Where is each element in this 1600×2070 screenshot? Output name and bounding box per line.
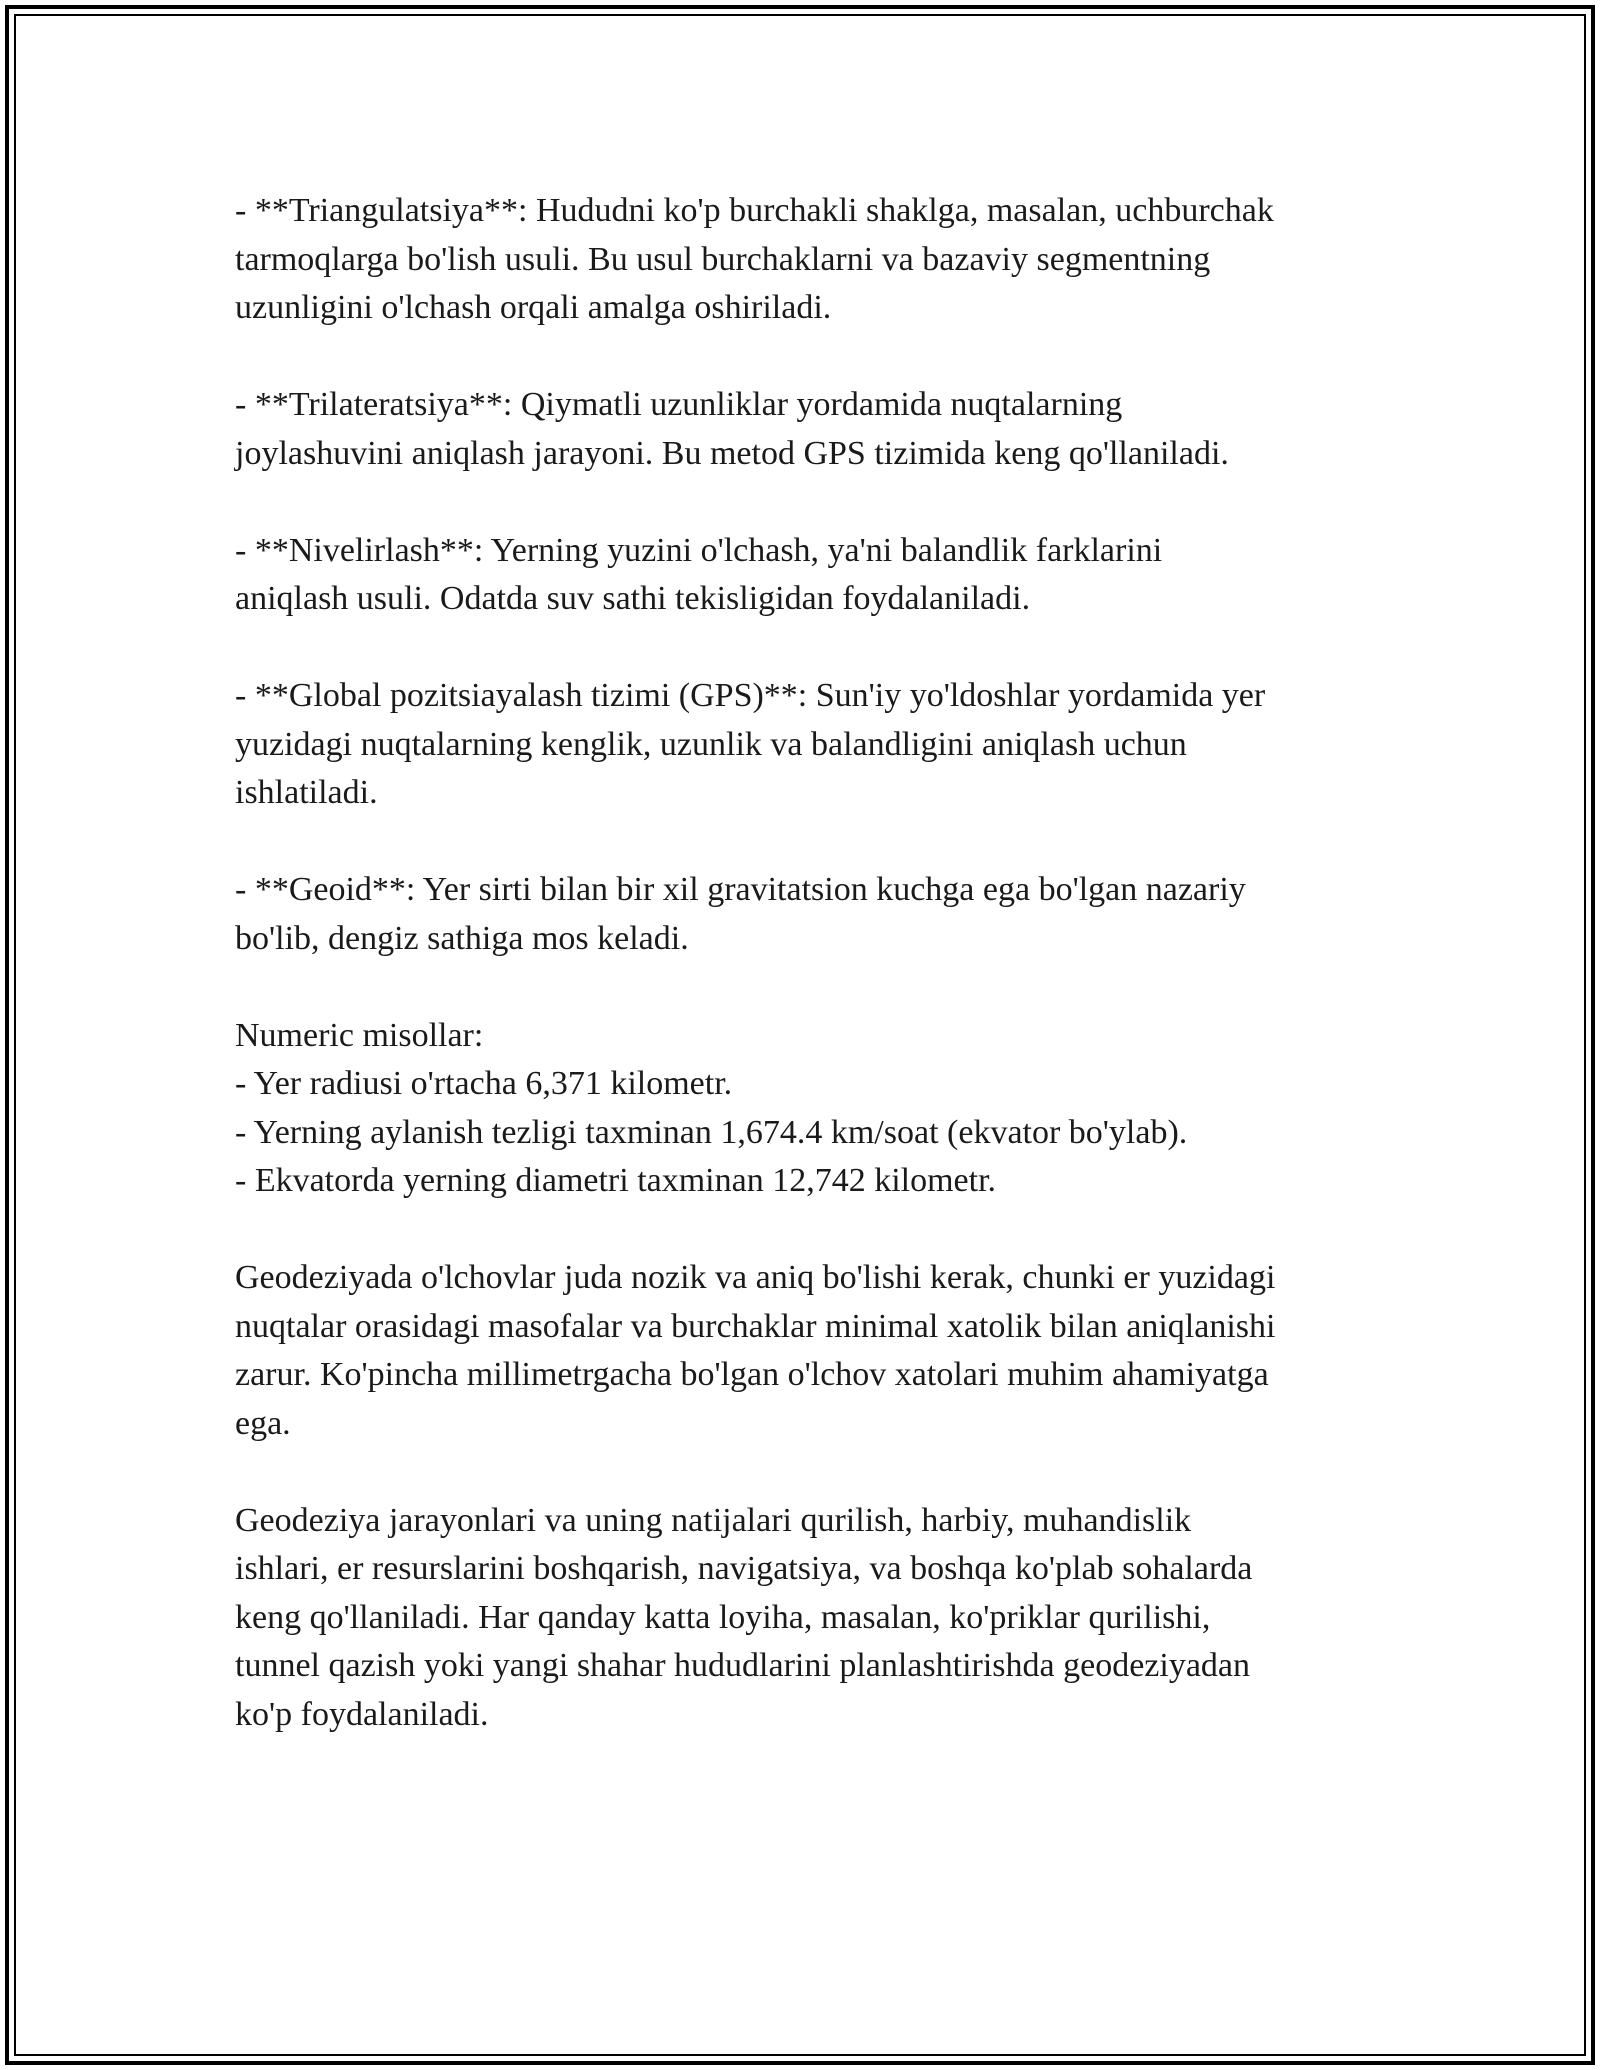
text-line: bo'lib, dengiz sathiga mos keladi. — [235, 919, 689, 957]
text-line: tarmoqlarga bo'lish usuli. Bu usul burchaklarni va bazaviy segmentning — [235, 240, 1211, 278]
text-line: aniqlash usuli. Odatda suv sathi tekisligidan foydalaniladi. — [235, 580, 1031, 617]
text-line: - **Triangulatsiya**: Hududni ko'p burchakli shaklga, masalan, uchburchak — [235, 192, 1274, 229]
paragraph-applications — [235, 1497, 1365, 1740]
text-line: joylashuvini aniqlash jarayoni. Bu metod GPS tizimida keng qo'llaniladi. — [235, 434, 1229, 472]
text-line: nuqtalar orasidagi masofalar va burchaklar minimal xatolik bilan aniqlanishi — [235, 1307, 1276, 1345]
document-body — [235, 187, 1365, 1788]
text-line: Geodeziyada o'lchovlar juda nozik va aniq bo'lishi kerak, chunki er yuzidagi — [235, 1259, 1276, 1296]
paragraph-triangulatsiya — [235, 187, 1365, 333]
paragraph-nivelirlash — [235, 527, 1365, 624]
text-line: zarur. Ko'pincha millimetrgacha bo'lgan o'lchov xatolari muhim ahamiyatga — [235, 1356, 1269, 1393]
text-line: tunnel qazish yoki yangi shahar hududlarini planlashtirishda geodeziyadan — [235, 1647, 1251, 1684]
numeric-examples-heading: Numeric misollar: — [235, 1016, 484, 1054]
text-line: ega. — [235, 1404, 291, 1442]
numeric-examples-list — [235, 1060, 1365, 1206]
text-line: - **Trilateratsiya**: Qiymatli uzunliklar yordamida nuqtalarning — [235, 386, 1123, 423]
text-line: keng qo'llaniladi. Har qanday katta loyiha, masalan, ko'priklar qurilishi, — [235, 1598, 1211, 1636]
text-line: - **Nivelirlash**: Yerning yuzini o'lchash, ya'ni balandlik farklarini — [235, 531, 1163, 569]
paragraph-gps — [235, 672, 1365, 818]
text-line: ishlari, er resurslarini boshqarish, navigatsiya, va boshqa ko'plab sohalarda — [235, 1550, 1253, 1587]
paragraph-trilateratsiya — [235, 381, 1365, 478]
text-line: Geodeziya jarayonlari va uning natijalari qurilish, harbiy, muhandislik — [235, 1501, 1192, 1539]
list-item: - Ekvatorda yerning diametri taxminan 12,742 kilometr. — [235, 1162, 997, 1199]
list-item: - Yerning aylanish tezligi taxminan 1,674.4 km/soat (ekvator bo'ylab). — [235, 1113, 1188, 1151]
text-line: - **Geoid**: Yer sirti bilan bir xil gravitatsion kuchga ega bo'lgan nazariy — [235, 871, 1246, 908]
text-line: ko'p foydalaniladi. — [235, 1695, 489, 1733]
text-line: yuzidagi nuqtalarning kenglik, uzunlik va balandligini aniqlash uchun — [235, 725, 1187, 763]
paragraph-geoid — [235, 866, 1365, 963]
text-line: ishlatiladi. — [235, 774, 378, 811]
paragraph-measurement-precision — [235, 1254, 1365, 1448]
text-line: - **Global pozitsiayalash tizimi (GPS)**: Sun'iy yo'ldoshlar yordamida yer — [235, 677, 1266, 714]
list-item: - Yer radiusi o'rtacha 6,371 kilometr. — [235, 1065, 733, 1102]
text-line: uzunligini o'lchash orqali amalga oshiriladi. — [235, 289, 832, 326]
numeric-examples-section — [235, 1012, 1365, 1206]
